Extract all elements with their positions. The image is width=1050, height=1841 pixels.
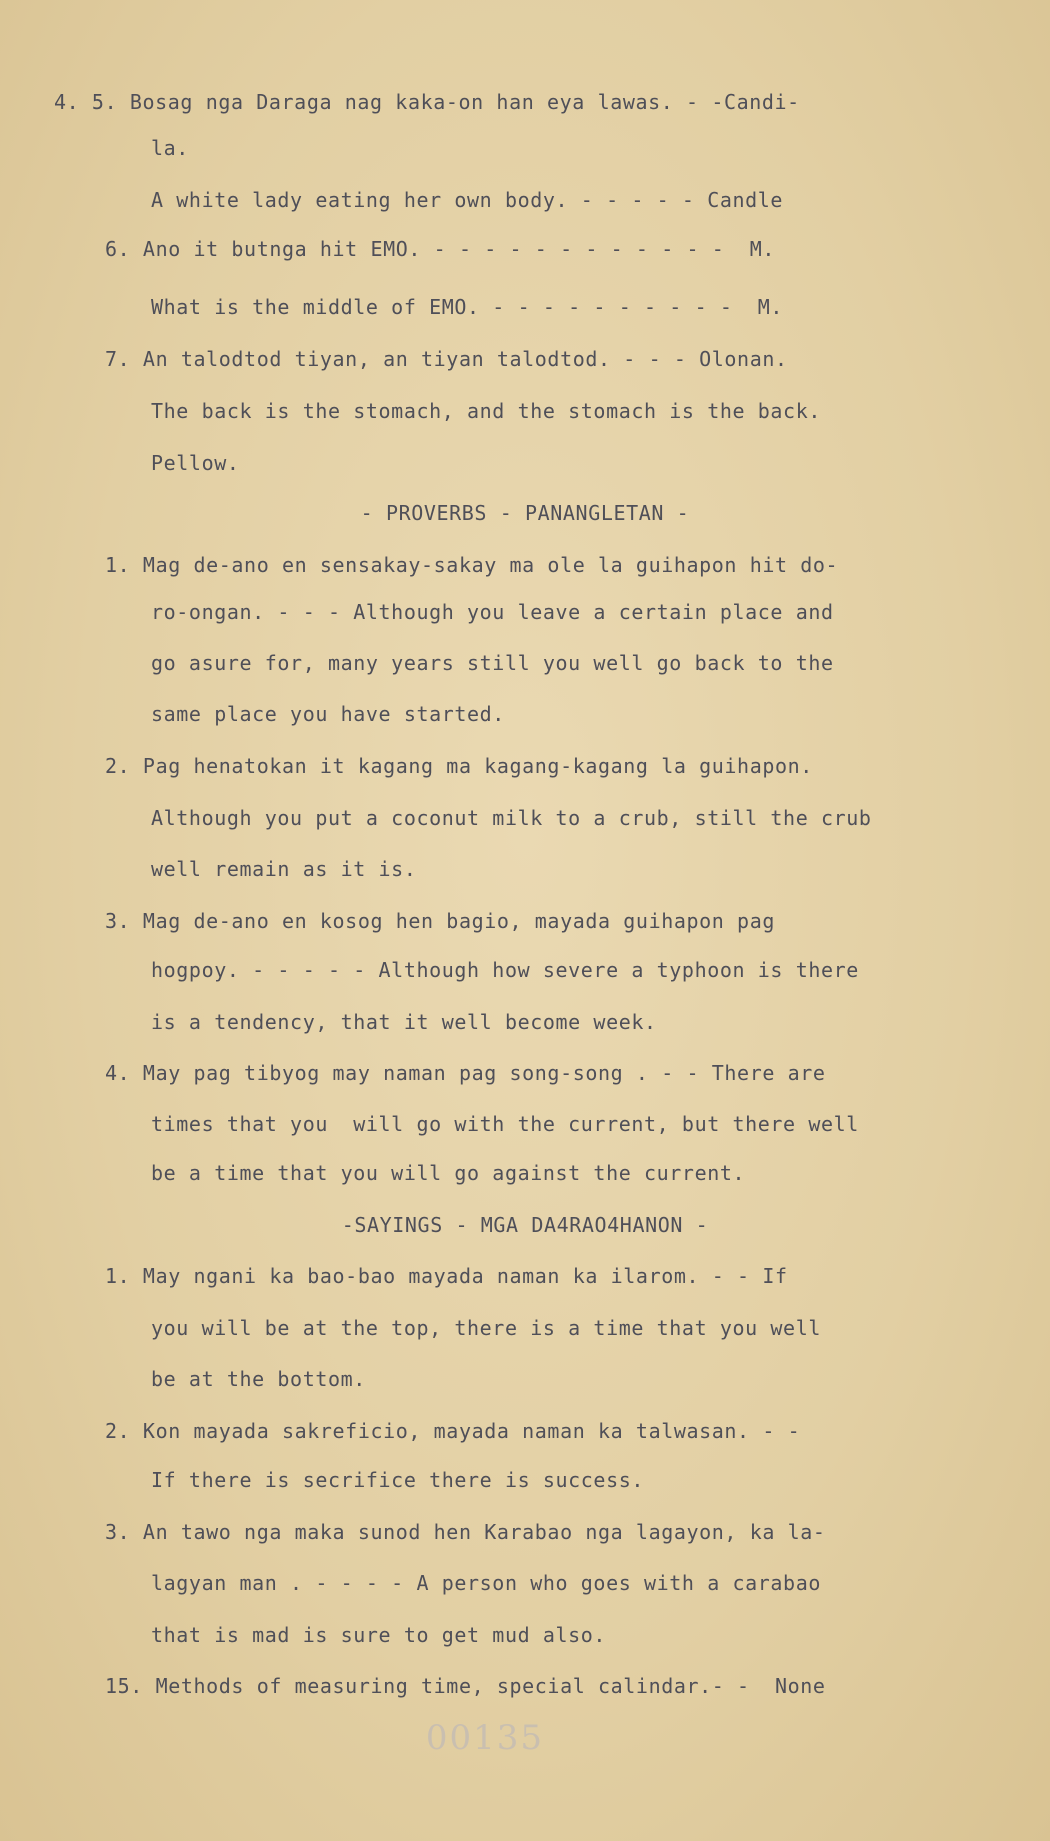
proverb-1-english-c: same place you have started.: [151, 702, 505, 726]
section-15-time-measuring: 15. Methods of measuring time, special calindar.- - None: [105, 1674, 826, 1698]
saying-1-english-b: be at the bottom.: [151, 1367, 366, 1391]
proverb-4-tagalog: 4. May pag tibyog may naman pag song-song . - - There are: [105, 1061, 826, 1085]
saying-1-english-a: you will be at the top, there is a time that you well: [151, 1316, 821, 1340]
proverb-4-english-b: be a time that you will go against the current.: [151, 1161, 746, 1185]
riddle-7-tagalog: 7. An talodtod tiyan, an tiyan talodtod. - - - Olonan.: [105, 347, 788, 371]
riddle-6-english: What is the middle of EMO. - - - - - - - - - - M.: [151, 295, 784, 319]
saying-3-tagalog: 3. An tawo nga maka sunod hen Karabao nga lagayon, ka la-: [105, 1520, 826, 1544]
proverb-2-english-a: Although you put a coconut milk to a crub, still the crub: [151, 806, 872, 830]
proverbs-heading: - PROVERBS - PANANGLETAN -: [360, 501, 690, 525]
proverb-1-english-a: ro-ongan. - - - Although you leave a certain place and: [151, 600, 834, 624]
proverb-1-english-b: go asure for, many years still you well go back to the: [151, 651, 834, 675]
proverb-3-english-b: is a tendency, that it well become week.: [151, 1010, 657, 1034]
riddle-5-continuation: la.: [151, 136, 189, 160]
riddle-7-answer: Pellow.: [151, 451, 240, 475]
sayings-heading: -SAYINGS - MGA DA4RAO4HANON -: [341, 1213, 709, 1237]
proverb-1-tagalog: 1. Mag de-ano en sensakay-sakay ma ole la guihapon hit do-: [105, 553, 839, 577]
proverb-3-tagalog: 3. Mag de-ano en kosog hen bagio, mayada guihapon pag: [105, 909, 775, 933]
riddle-7-english: The back is the stomach, and the stomach is the back.: [151, 399, 821, 423]
saying-3-english-a: lagyan man . - - - - A person who goes with a carabao: [151, 1571, 821, 1595]
saying-1-tagalog: 1. May ngani ka bao-bao mayada naman ka ilarom. - - If: [105, 1264, 788, 1288]
saying-2-tagalog: 2. Kon mayada sakreficio, mayada naman ka talwasan. - -: [105, 1419, 801, 1443]
saying-2-english: If there is secrifice there is success.: [151, 1468, 644, 1492]
riddle-5-tagalog-line: 4. 5. Bosag nga Daraga nag kaka-on han eya lawas. - -Candi-: [54, 90, 800, 114]
proverb-4-english-a: times that you will go with the current, but there well: [151, 1112, 859, 1136]
proverb-3-english-a: hogpoy. - - - - - Although how severe a typhoon is there: [151, 958, 859, 982]
proverb-2-english-b: well remain as it is.: [151, 857, 417, 881]
riddle-5-english: A white lady eating her own body. - - - - - Candle: [151, 188, 784, 212]
page-number: 00135: [425, 1718, 545, 1758]
saying-3-english-b: that is mad is sure to get mud also.: [151, 1623, 607, 1647]
riddle-6-tagalog: 6. Ano it butnga hit EMO. - - - - - - - - - - - - M.: [105, 237, 775, 261]
proverb-2-tagalog: 2. Pag henatokan it kagang ma kagang-kagang la guihapon.: [105, 754, 813, 778]
